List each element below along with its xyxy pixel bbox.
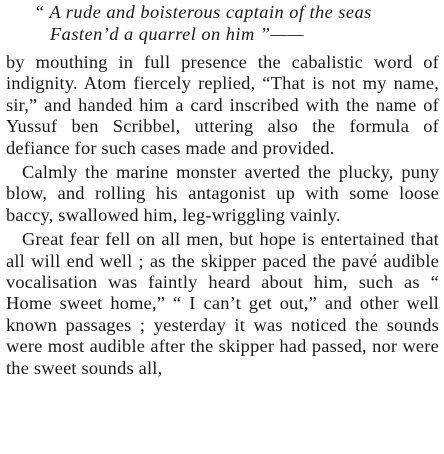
verse-line: “ A rude and boisterous captain of the seas [34,2,372,22]
verse-line: Fasten’d a quarrel on him ”—— [50,23,305,44]
paragraph: by mouthing in full presence the cabalistic word of indignity. Atom fiercely replied, “That is not my name, sir,” and handed him a card inscribed with the name of Yussuf ben Scribbel, uttering also the formula of defiance for such cases made and provided. [6,52,439,158]
paragraph: Great fear fell on all men, but hope is entertained that all will end well ; as the skipper paced the pavé audible vocalisation was faintly heard about him, such as “ Home sweet home,” “ I can’t get out,” and other well known passages ; yesterday it was noticed the sounds were most audible after the skipper had passed, nor were the sweet sounds all, [6,229,439,378]
paragraph: Calmly the marine monster averted the plucky, puny blow, and rolling his antagonist up with some loose baccy, swallowed him, leg-wriggling vainly. [6,162,439,225]
